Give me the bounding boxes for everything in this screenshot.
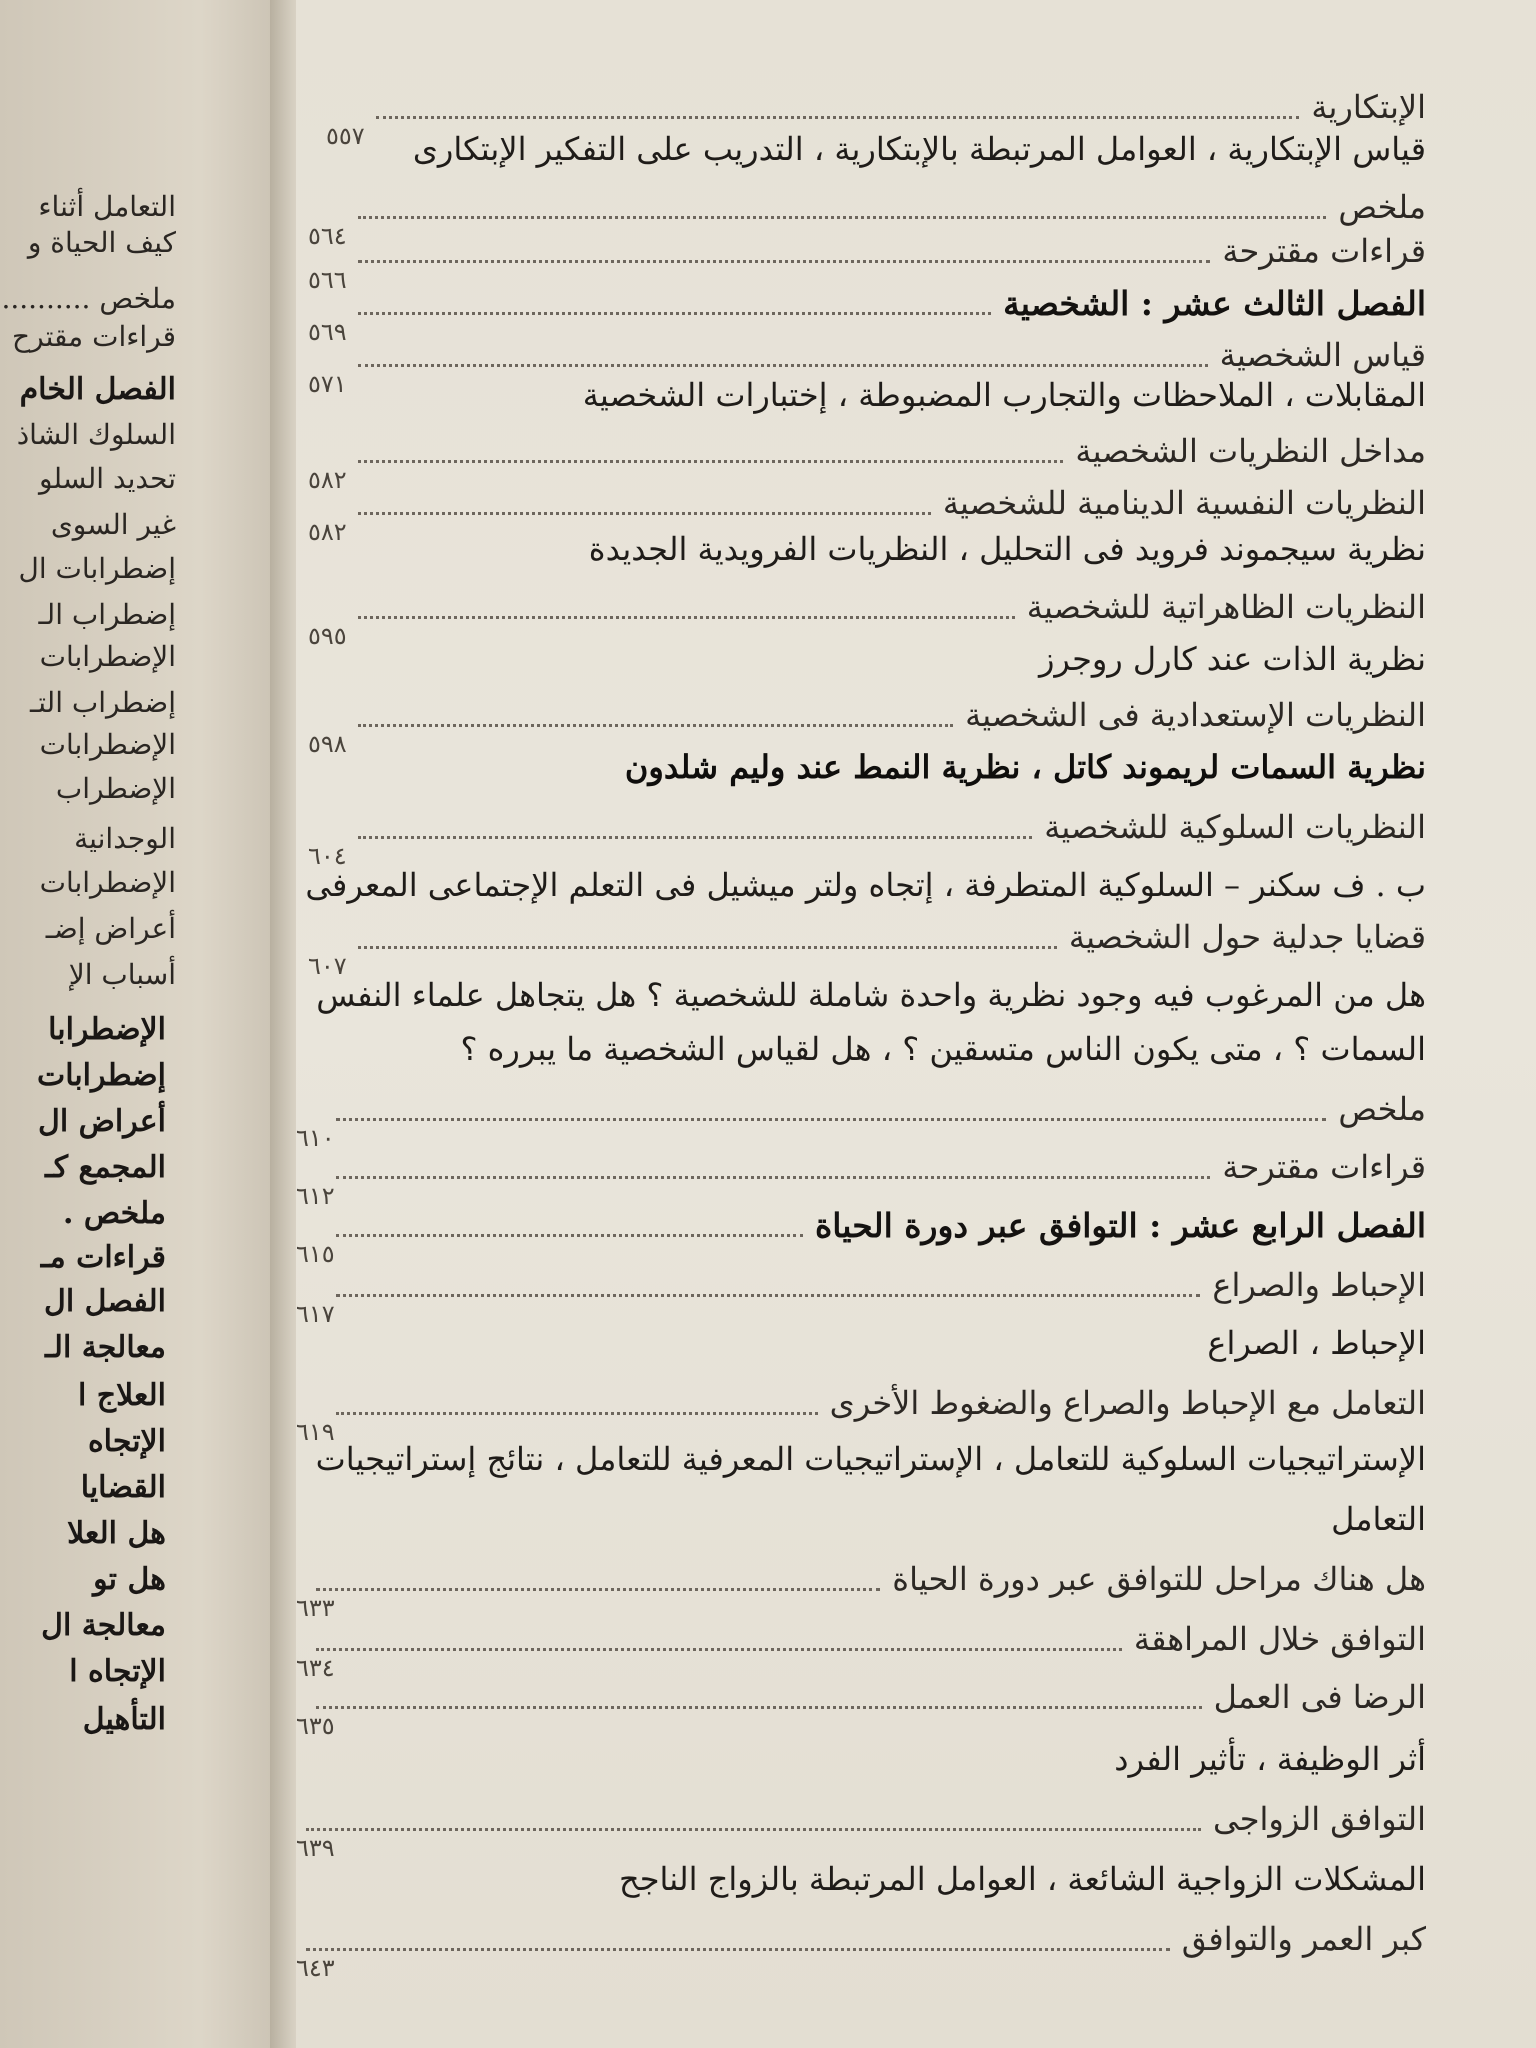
facing-page-line: العلاج ا [78,1378,166,1413]
dot-leader [358,616,1015,619]
toc-page-number: ٥٩٥ [308,622,347,650]
toc-entry-title: هل هناك مراحل للتوافق عبر دورة الحياة [892,1560,1426,1598]
facing-page-line: هل تو [93,1562,166,1597]
toc-entry-title: مداخل النظريات الشخصية [1075,432,1426,470]
facing-page-line: معالجة ال [41,1608,166,1643]
dot-leader [316,1648,1122,1651]
dot-leader [358,946,1057,949]
toc-entry [296,588,1536,650]
facing-page-line: إضطرابات ال [18,552,176,585]
toc-entry [296,1678,1536,1740]
toc-entry-title: ملخص [1338,188,1426,226]
toc-page-number: ٦٤٣ [296,1954,335,1982]
toc-subtopics: نظرية السمات لريموند كاتل ، نظرية النمط عند وليم شلدون [624,748,1426,786]
toc-entry [296,1800,1536,1862]
dot-leader [358,460,1063,463]
facing-page-line: الإتجاه [87,1424,166,1459]
toc-page-number: ٦١٧ [296,1300,335,1328]
toc-entry [296,696,1536,758]
toc-subtopics: نظرية سيجموند فرويد فى التحليل ، النظريات الفرويدية الجديدة [588,530,1426,568]
dot-leader [316,1588,880,1591]
toc-page-number: ٥٨٢ [308,466,347,494]
dot-leader [336,1412,818,1415]
toc-entry [296,1090,1536,1152]
toc-page-number: ٥٦٤ [308,222,347,250]
facing-page-line: هل العلا [67,1516,166,1551]
dot-leader [358,216,1326,219]
facing-page-line: ملخص . [62,1196,166,1231]
toc-entry-title: قضايا جدلية حول الشخصية [1068,918,1426,956]
toc-entry-title: النظريات الظاهراتية للشخصية [1026,588,1426,626]
dot-leader [336,1118,1326,1121]
table-of-contents-page [296,0,1536,2048]
facing-page-line: الإضطراب [55,772,176,805]
facing-page-line: إضطراب التـ [30,686,176,719]
facing-page-line: كيف الحياة و [27,226,176,259]
toc-page-number: ٥٩٨ [308,730,347,758]
toc-entry [296,1148,1536,1210]
toc-page-number: ٦١٩ [296,1418,335,1446]
toc-subtopics: المقابلات ، الملاحظات والتجارب المضبوطة ، إختبارات الشخصية [582,376,1426,414]
dot-leader [358,512,931,515]
toc-entry-title: قراءات مقترحة [1222,232,1426,270]
facing-page-line: الفصل ال [44,1284,166,1319]
toc-subtopics: السمات ؟ ، متى يكون الناس متسقين ؟ ، هل لقياس الشخصية ما يبرره ؟ [460,1030,1426,1068]
toc-page-number: ٦٣٩ [296,1834,335,1862]
facing-page-line: قراءات مقترح [12,320,176,353]
dot-leader [358,260,1210,263]
toc-page-number: ٦٠٤ [308,842,347,870]
toc-page-number: ٥٨٢ [308,518,347,546]
facing-page-line: أعراض إضـ [45,912,176,945]
toc-entry-title: كبر العمر والتوافق [1181,1920,1426,1958]
toc-page-number: ٦٣٤ [296,1654,335,1682]
facing-page-line: غير السوى [50,508,176,541]
toc-entry [296,1560,1536,1622]
facing-page-line: تحديد السلو [39,462,176,495]
dot-leader [376,116,1299,119]
toc-subtopics: ب . ف سكنر – السلوكية المتطرفة ، إتجاه ولتر ميشيل فى التعلم الإجتماعى المعرفى [305,866,1426,904]
toc-subtopics: هل من المرغوب فيه وجود نظرية واحدة شاملة للشخصية ؟ هل يتجاهل علماء النفس [316,976,1426,1014]
facing-page-line: القضايا [80,1470,166,1505]
toc-entry [296,808,1536,870]
dot-leader [358,364,1208,367]
dot-leader [336,1176,1210,1179]
toc-entry-title: قراءات مقترحة [1222,1148,1426,1186]
facing-page-line: أعراض ال [38,1104,166,1139]
toc-entry-title: التعامل مع الإحباط والصراع والضغوط الأخرى [829,1384,1426,1422]
facing-page-line: أسباب الإ [68,958,176,991]
facing-page-line: إضطراب الـ [38,598,176,631]
dot-leader [336,1294,1200,1297]
toc-subtopics: أثر الوظيفة ، تأثير الفرد [1114,1740,1426,1778]
toc-subtopics: التعامل [1331,1500,1426,1538]
facing-page-line: الإضطرابا [48,1012,166,1047]
facing-page-line: المجمع كـ [44,1150,166,1185]
toc-entry-title: النظريات الإستعدادية فى الشخصية [965,696,1426,734]
facing-page-line: الإتجاه ا [69,1654,166,1689]
toc-entry [296,1620,1536,1682]
toc-subtopics: الإحباط ، الصراع [1207,1324,1426,1362]
facing-page-line: الإضطرابات [39,866,176,899]
toc-entry [296,1384,1536,1446]
toc-page-number: ٦١٥ [296,1240,335,1268]
dot-leader [306,1828,1201,1831]
toc-subtopics: الإستراتيجيات السلوكية للتعامل ، الإستراتيجيات المعرفية للتعامل ، نتائج إستراتيجيات [315,1440,1426,1478]
dot-leader [316,1706,1202,1709]
toc-chapter-heading [296,1206,1536,1268]
toc-entry [296,232,1536,294]
toc-page-number: ٦٣٣ [296,1594,335,1622]
dot-leader [336,1234,803,1237]
facing-page-line: التأهيل [82,1702,166,1737]
facing-page-line: السلوك الشاذ [16,418,176,451]
toc-entry-title: الفصل الرابع عشر : التوافق عبر دورة الحياة [814,1206,1426,1245]
facing-page-line: ملخص .......... [1,282,176,315]
toc-entry [296,1920,1536,1982]
toc-entry [296,918,1536,980]
toc-entry-title: الفصل الثالث عشر : الشخصية [1003,284,1426,323]
toc-page-number: ٥٦٦ [308,266,347,294]
toc-entry [296,1266,1536,1328]
dot-leader [358,724,953,727]
toc-entry-title: الإحباط والصراع [1212,1266,1426,1304]
toc-subtopics: نظرية الذات عند كارل روجرز [1038,640,1426,678]
facing-page-line: إضطرابات [36,1058,166,1093]
toc-entry-title: النظريات النفسية الدينامية للشخصية [942,484,1426,522]
facing-page-line: الوجدانية [74,822,176,855]
toc-subtopics: المشكلات الزواجية الشائعة ، العوامل المرتبطة بالزواج الناجح [619,1860,1426,1898]
toc-entry-title: النظريات السلوكية للشخصية [1044,808,1426,846]
toc-page-number: ٥٦٩ [308,318,347,346]
toc-subtopics: قياس الإبتكارية ، العوامل المرتبطة بالإبتكارية ، التدريب على التفكير الإبتكارى [412,130,1426,168]
dot-leader [358,312,991,315]
toc-page-number: ٦١٢ [296,1182,335,1210]
facing-page-line: الإضطرابات [39,728,176,761]
facing-page-line: الفصل الخام [19,372,176,407]
toc-entry-title: ملخص [1338,1090,1426,1128]
facing-page-line: الإضطرابات [39,640,176,673]
toc-page-number: ٦٠٧ [308,952,347,980]
toc-entry-title: قياس الشخصية [1219,336,1426,374]
toc-page-number: ٥٧١ [308,370,347,398]
dot-leader [306,1948,1170,1951]
facing-page-line: قراءات مـ [40,1240,166,1275]
toc-page-number: ٦١٠ [296,1124,335,1152]
facing-page-line: معالجة الـ [45,1330,166,1365]
dot-leader [358,836,1032,839]
facing-page [0,0,286,2048]
toc-entry-title: الرضا فى العمل [1213,1678,1426,1716]
facing-page-line: التعامل أثناء [38,190,176,223]
toc-chapter-heading [296,284,1536,346]
toc-page-number: ٦٣٥ [296,1712,335,1740]
toc-page-number: ٥٥٧ [326,122,365,150]
toc-entry-title: الإبتكارية [1311,88,1426,126]
toc-entry-title: التوافق خلال المراهقة [1133,1620,1426,1658]
toc-entry [296,432,1536,494]
toc-entry-title: التوافق الزواجى [1213,1800,1426,1838]
